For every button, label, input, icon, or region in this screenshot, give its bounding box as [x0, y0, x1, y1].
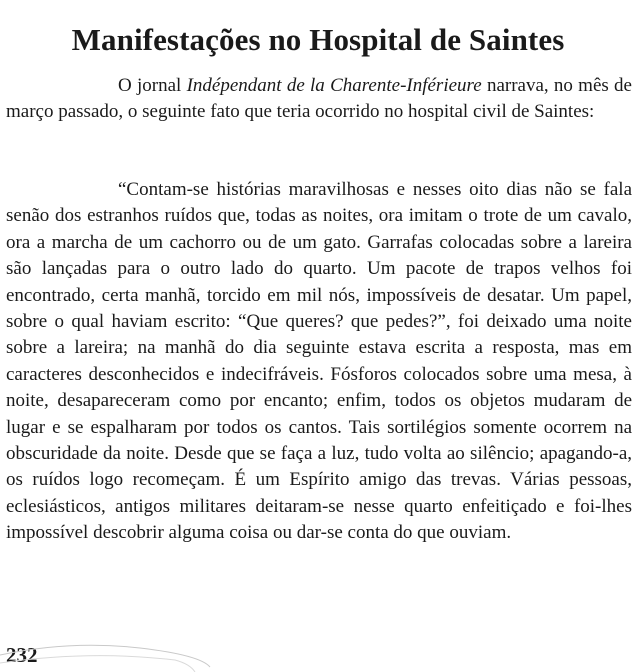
- page-number: 232: [6, 643, 38, 667]
- page-title: Manifestações no Hospital de Saintes: [71, 21, 565, 57]
- intro-text-before: O jornal: [118, 75, 187, 96]
- journal-name: Indépendant de la Charente-Inférieure: [186, 75, 482, 96]
- intro-text-after: narrava, no mês de março passado, o seguinte fato que teria ocorrido no hospital civil de Saintes:: [6, 75, 632, 123]
- paragraph-intro: [6, 73, 632, 126]
- paragraph-quote: “Contam-se histórias maravilhosas e nesses oito dias não se fala senão dos estranhos ruídos que, todas as noites, ora imitam o trote de um cavalo, ora a marcha de um cachorro ou de um gato. Garrafas colocadas sobre a lareira são lançadas para o outro lado do quarto. Um pacote de trapos velhos foi encontrado, certa manhã, torcido em mil nós, impossíveis de desatar. Um papel, sobre o qual haviam escrito: “Que queres? que pedes?”, foi deixado uma noite sobre a lareira; na manhã do dia seguinte estava escrita a resposta, mas em caracteres desconhecidos e indecifráveis. Fósforos colocados sobre uma mesa, à noite, desapareceram como por encanto; enfim, todos os objetos mudaram de lugar e se espalharam por todos os cantos. Tais sortilégios somente ocorrem na obscuridade da noite. Desde que se faça a luz, tudo volta ao silêncio; apagando-a, os ruídos logo recomeçam. É um Espírito amigo das trevas. Várias pessoas, eclesiásticos, antigos militares deitaram-se nesse quarto enfeitiçado e foi-lhes impossível descobrir alguma coisa ou dar-se conta do que ouviam.: [6, 179, 632, 544]
